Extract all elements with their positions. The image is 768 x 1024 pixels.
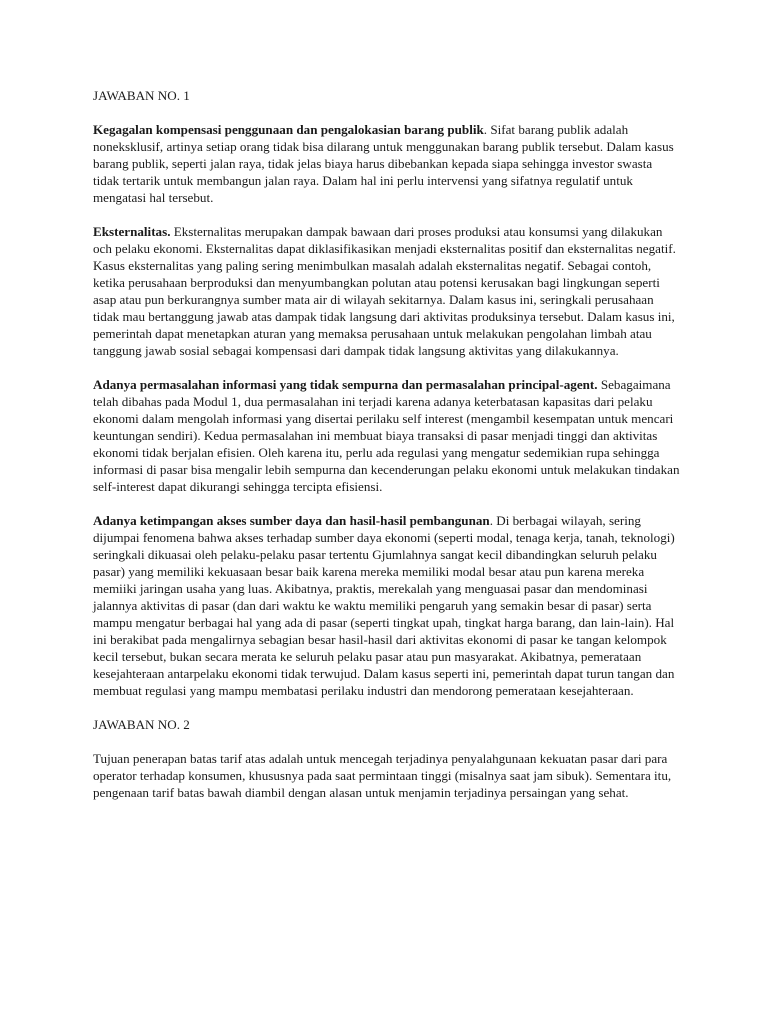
paragraph-tariff-limits: Tujuan penerapan batas tarif atas adalah untuk mencegah terjadinya penyalahgunaan kekuatan pasar dari para operator terhadap konsumen, khususnya pada saat permintaan tinggi (misalnya saat jam sibuk). Sementara itu, pengenaan tarif batas bawah diambil dengan alasan untuk menjamin terjadinya persaingan yang sehat. <box>93 751 672 800</box>
paragraph-lead: Kegagalan kompensasi penggunaan dan pengalokasian barang publik <box>93 122 484 137</box>
paragraph-information-problems <box>93 376 681 495</box>
paragraph-public-goods <box>93 121 681 206</box>
paragraph-body: Eksternalitas merupakan dampak bawaan dari proses produksi atau konsumsi yang dilakukan och pelaku ekonomi. Eksternalitas dapat diklasifikasikan menjadi eksternalitas positif dan eksternalitas negatif. Kasus eksternalitas yang paling sering menimbulkan masalah adalah eksternalitas negatif. Sebagai contoh, ketika perusahaan berproduksi dan menyumbangkan polutan atau potensi kerusakan bagi lingkungan seperti asap atau pun berkurangnya sumber mata air di wilayah sekitarnya. Dalam kasus ini, seringkali perusahaan tidak mau bertanggung jawab atas dampak tidak langsung dari aktivitas produksinya tersebut. Dalam kasus ini, pemerintah dapat menetapkan aturan yang memaksa perusahaan untuk melakukan pengolahan limbah atau tanggung jawab sosial sebagai kompensasi dari dampak tidak langsung aktivitas yang dilakukannya. <box>93 224 676 358</box>
paragraph-lead: Eksternalitas. <box>93 224 171 239</box>
paragraph-body: . Di berbagai wilayah, sering dijumpai fenomena bahwa akses terhadap sumber daya ekonomi (seperti modal, tenaga kerja, tanah, teknologi) seringkali dikuasai oleh pelaku-pelaku pasar tertentu Gjumlahnya sangat kecil dibandingkan seluruh pelaku pasar) yang memiliki kekuasaan besar baik karena mereka memiliki modal besar atau pun karena mereka memiiki jaringan usaha yang luas. Akibatnya, praktis, merekalah yang menguasai pasar dan mendominasi jalannya aktivitas di pasar (dan dari waktu ke waktu memiliki pengaruh yang semakin besar di pasar) serta mampu mengatur berbagai hal yang ada di pasar (seperti tingkat upah, tingkat harga barang, dan lain-lain). Hal ini berakibat pada mengalirnya sebagian besar hasil-hasil dari aktivitas ekonomi di pasar ke tangan kelompok kecil tersebut, bukan secara merata ke seluruh pelaku pasar atau pun masyarakat. Akibatnya, pemerataan kesejahteraan antarpelaku ekonomi tidak terwujud. Dalam kasus seperti ini, pemerintah dapat turun tangan dan membuat regulasi yang mampu membatasi perilaku industri dan mendorong pemerataan kesejahteraan. <box>93 513 675 698</box>
paragraph-resource-inequality <box>93 512 681 699</box>
answer-1-heading: JAWABAN NO. 1 <box>93 88 190 103</box>
paragraph-body: . Sifat barang publik adalah noneksklusif, artinya setiap orang tidak bisa dilarang untuk menggunakan barang publik tersebut. Dalam kasus barang publik, seperti jalan raya, tidak jelas biaya harus dibebankan kepada siapa sehingga investor swasta tidak tertarik untuk membangun jalan raya. Dalam hal ini perlu intervensi yang sifatnya regulatif untuk mengatasi hal tersebut. <box>93 122 674 205</box>
paragraph-externalities <box>93 223 681 359</box>
paragraph-lead: Adanya ketimpangan akses sumber daya dan hasil-hasil pembangunan <box>93 513 490 528</box>
paragraph-body: Sebagaimana telah dibahas pada Modul 1, dua permasalahan ini terjadi karena adanya keterbatasan kapasitas dari pelaku ekonomi dalam mengolah informasi yang disertai perilaku self interest (mengambil kesempatan untuk mencari keuntungan sendiri). Kedua permasalahan ini membuat biaya transaksi di pasar menjadi tinggi dan aktivitas ekonomi tidak berjalan efisien. Oleh karena itu, perlu ada regulasi yang mengatur sedemikian rupa sehingga informasi di pasar bisa mengalir lebih sempurna dan kecenderungan pelaku ekonomi untuk melakukan tindakan self-interest dapat dikurangi sehingga tercipta efisiensi. <box>93 377 680 494</box>
paragraph-lead: Adanya permasalahan informasi yang tidak sempurna dan permasalahan principal-agent. <box>93 377 598 392</box>
document-page <box>93 87 681 818</box>
answer-2-heading: JAWABAN NO. 2 <box>93 717 190 732</box>
